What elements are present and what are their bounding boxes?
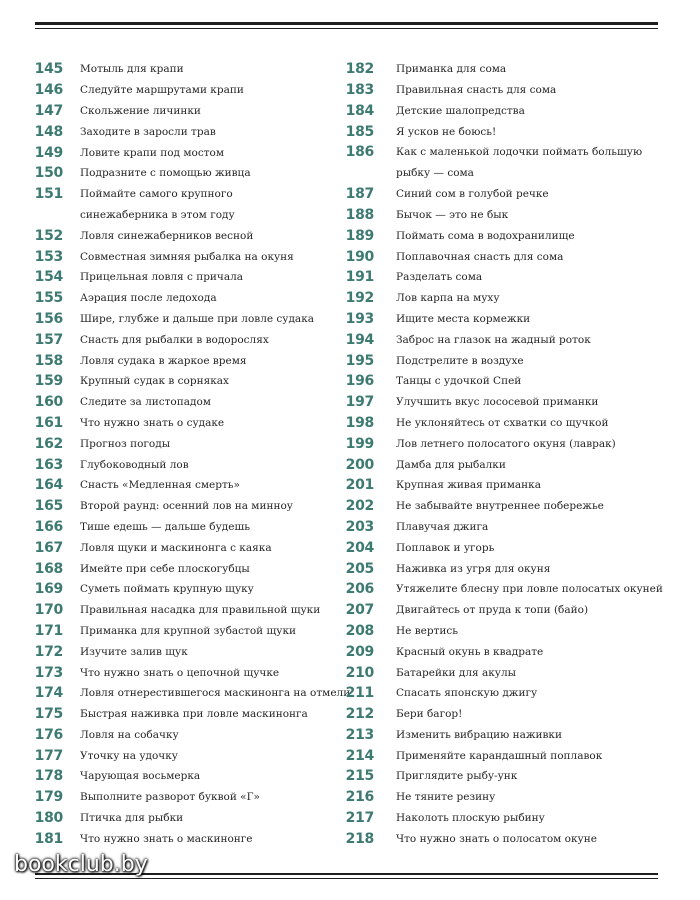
toc-entry[interactable] (27, 392, 327, 413)
toc-entry[interactable] (27, 600, 327, 621)
entry-number: 179 (34, 789, 63, 806)
entry-number: 205 (345, 560, 374, 577)
toc-entry[interactable] (27, 725, 327, 746)
toc-entry[interactable] (338, 787, 658, 808)
entry-title: Изучите залив щук (80, 645, 188, 658)
entry-number: 216 (345, 789, 374, 806)
toc-entry[interactable] (338, 225, 658, 246)
entry-title: Не вертись (396, 624, 458, 637)
entry-number: 218 (345, 830, 374, 847)
entry-title: Ловля отнерестившегося маскинонга на отмели (80, 687, 351, 700)
toc-entry[interactable] (338, 433, 658, 454)
entry-title: Изменить вибрацию наживки (396, 728, 562, 741)
entry-title: Поплавочная снасть для сома (396, 250, 564, 263)
entry-number: 147 (34, 102, 63, 119)
bottom-rule-thin (35, 878, 658, 879)
entry-number: 148 (34, 123, 63, 140)
entry-title: Подстрелите в воздухе (396, 354, 524, 367)
entry-number: 171 (34, 622, 63, 639)
entry-number: 202 (345, 498, 374, 515)
toc-entry[interactable] (27, 641, 327, 662)
entry-number: 159 (34, 373, 63, 390)
toc-entry[interactable] (338, 413, 658, 434)
toc-entry[interactable] (338, 641, 658, 662)
toc-entry[interactable] (338, 725, 658, 746)
entry-title: Второй раунд: осенний лов на минноу (80, 500, 293, 513)
entry-title: Утяжелите блесну при ловле полосатых окуней (396, 583, 663, 596)
top-rule-thin (35, 28, 658, 29)
entry-number: 153 (34, 248, 63, 265)
entry-title: Не тяните резину (396, 791, 496, 804)
watermark: bookclub.by (14, 852, 148, 877)
entry-title: Что нужно знать о цепочной щучке (80, 666, 280, 679)
entry-title: Применяйте карандашный поплавок (396, 749, 603, 762)
toc-entry[interactable] (338, 101, 658, 122)
entry-title: Заходите в заросли трав (80, 125, 216, 138)
entry-title: Плавучая джига (396, 520, 489, 533)
toc-entry[interactable] (27, 267, 327, 288)
toc-entry[interactable] (338, 683, 658, 704)
toc-entry[interactable] (338, 517, 658, 538)
entry-number: 199 (345, 435, 374, 452)
entry-title: Не забывайте внутреннее побережье (396, 500, 604, 513)
entry-title: Подразните с помощью живца (80, 167, 251, 180)
toc-left-column (27, 59, 351, 849)
entry-title: Аэрация после ледохода (80, 292, 217, 305)
entry-number: 181 (34, 830, 63, 847)
toc-entry[interactable] (27, 454, 327, 475)
entry-number: 203 (345, 518, 374, 535)
entry-title: Следите за листопадом (80, 396, 211, 409)
entry-title: Красный окунь в квадрате (396, 645, 544, 658)
entry-title: Поймайте самого крупного синежаберника в этом году (80, 187, 235, 221)
toc-entry[interactable] (27, 225, 327, 246)
entry-number: 204 (345, 539, 374, 556)
entry-title: Имейте при себе плоскогубцы (80, 562, 250, 575)
entry-number: 182 (345, 61, 374, 78)
toc-entry[interactable] (338, 808, 658, 829)
toc-entry[interactable] (338, 662, 658, 683)
entry-number: 156 (34, 310, 63, 327)
entry-title: Бычок — это не бык (396, 208, 509, 221)
entry-number: 180 (34, 810, 63, 827)
entry-number: 177 (34, 747, 63, 764)
toc-entry[interactable] (338, 704, 658, 725)
entry-number: 215 (345, 768, 374, 785)
entry-title: Приглядите рыбу-унк (396, 770, 518, 783)
toc-entry[interactable] (27, 350, 327, 371)
entry-number: 211 (345, 685, 374, 702)
toc-entry[interactable] (27, 475, 327, 496)
toc-entry[interactable] (338, 621, 658, 642)
toc-entry[interactable] (338, 288, 658, 309)
entry-title: Правильная снасть для сома (396, 84, 557, 97)
toc-entry[interactable] (338, 371, 658, 392)
entry-number: 154 (34, 269, 63, 286)
entry-title: Танцы с удочкой Спей (396, 375, 522, 388)
toc-entry[interactable] (338, 350, 658, 371)
toc-entry[interactable] (338, 309, 658, 330)
toc-entry[interactable] (338, 80, 658, 101)
entry-number: 173 (34, 664, 63, 681)
toc-entry[interactable] (27, 163, 327, 184)
toc-entry[interactable] (27, 59, 327, 80)
toc-entry[interactable] (338, 142, 658, 184)
toc-entry[interactable] (338, 121, 658, 142)
entry-number: 169 (34, 581, 63, 598)
toc-entry[interactable] (27, 80, 327, 101)
entry-title: Снасть для рыбалки в водорослях (80, 333, 269, 346)
toc-entry[interactable] (27, 662, 327, 683)
entry-number: 196 (345, 373, 374, 390)
entry-number: 145 (34, 61, 63, 78)
entry-title: Поплавок и угорь (396, 541, 495, 554)
entry-title: Ищите места кормежки (396, 312, 531, 325)
entry-number: 208 (345, 622, 374, 639)
entry-number: 152 (34, 227, 63, 244)
toc-entry[interactable] (27, 101, 327, 122)
entry-title: Правильная насадка для правильной щуки (80, 604, 321, 617)
toc-entry[interactable] (27, 558, 327, 579)
entry-title: Прогноз погоды (80, 437, 171, 450)
toc-entry[interactable] (27, 517, 327, 538)
entry-number: 168 (34, 560, 63, 577)
entry-title: Поймать сома в водохранилище (396, 229, 575, 242)
entry-number: 164 (34, 477, 63, 494)
toc-entry[interactable] (27, 329, 327, 350)
toc-entry[interactable] (338, 475, 658, 496)
entry-title: Приманка для крупной зубастой щуки (80, 624, 297, 637)
entry-number: 184 (345, 102, 374, 119)
entry-number: 186 (345, 144, 374, 161)
entry-title: Крупный судак в сорняках (80, 375, 229, 388)
entry-number: 187 (345, 186, 374, 203)
entry-title: Ловля синежаберников весной (80, 229, 254, 242)
entry-number: 166 (34, 518, 63, 535)
entry-number: 206 (345, 581, 374, 598)
entry-number: 183 (345, 82, 374, 99)
entry-title: Птичка для рыбки (80, 812, 184, 825)
toc-entry[interactable] (338, 454, 658, 475)
entry-number: 170 (34, 602, 63, 619)
entry-title: Что нужно знать о полосатом окуне (396, 832, 597, 845)
toc-entry[interactable] (27, 413, 327, 434)
toc-entry[interactable] (338, 600, 658, 621)
toc-entry[interactable] (27, 828, 327, 849)
toc-entry[interactable] (27, 309, 327, 330)
toc-entry[interactable] (338, 184, 658, 205)
entry-number: 151 (34, 185, 63, 202)
entry-number: 176 (34, 726, 63, 743)
entry-number: 207 (345, 602, 374, 619)
entry-title: Как с маленькой лодочки поймать большую рыбку — сома (396, 146, 643, 179)
toc-entry[interactable] (338, 496, 658, 517)
toc-entry[interactable] (338, 329, 658, 350)
entry-title: Батарейки для акулы (396, 666, 517, 679)
entry-title: Спасать японскую джигу (396, 687, 538, 700)
entry-title: Лов карпа на муху (396, 292, 500, 305)
entry-number: 200 (345, 456, 374, 473)
entry-title: Ловля судака в жаркое время (80, 354, 247, 367)
entry-number: 210 (345, 664, 374, 681)
entry-number: 189 (345, 227, 374, 244)
entry-number: 150 (34, 165, 63, 182)
entry-number: 194 (345, 331, 374, 348)
entry-title: Ловля на собачку (80, 728, 179, 741)
entry-title: Совместная зимняя рыбалка на окуня (80, 250, 294, 263)
entry-number: 178 (34, 768, 63, 785)
entry-title: Что нужно знать о судаке (80, 416, 225, 429)
entry-number: 191 (345, 269, 374, 286)
entry-title: Бери багор! (396, 708, 463, 721)
entry-number: 165 (34, 498, 63, 515)
entry-number: 162 (34, 435, 63, 452)
toc-entry[interactable] (27, 246, 327, 267)
entry-title: Тише едешь — дальше будешь (80, 520, 250, 533)
toc-entry[interactable] (27, 496, 327, 517)
entry-title: Улучшить вкус лососевой приманки (396, 396, 599, 409)
entry-number: 146 (34, 82, 63, 99)
entry-title: Снасть «Медленная смерть» (80, 479, 240, 492)
entry-number: 201 (345, 477, 374, 494)
entry-number: 174 (34, 685, 63, 702)
toc-entry[interactable] (338, 246, 658, 267)
toc-entry[interactable] (338, 205, 658, 226)
entry-title: Чарующая восьмерка (80, 770, 201, 783)
entry-number: 193 (345, 310, 374, 327)
entry-number: 163 (34, 456, 63, 473)
toc-entry[interactable] (338, 579, 663, 600)
toc-entry[interactable] (27, 537, 327, 558)
entry-title: Мотыль для крапи (80, 63, 184, 76)
entry-title: Не уклоняйтесь от схватки со щучкой (396, 416, 609, 429)
entry-title: Детские шалопредства (396, 104, 525, 117)
entry-number: 190 (345, 248, 374, 265)
entry-title: Быстрая наживка при ловле маскинонга (80, 708, 308, 721)
toc-entry[interactable] (338, 392, 658, 413)
entry-number: 213 (345, 726, 374, 743)
toc-entry[interactable] (27, 579, 327, 600)
toc-entry[interactable] (338, 59, 658, 80)
entry-title: Крупная живая приманка (396, 479, 542, 492)
entry-title: Синий сом в голубой речке (396, 188, 549, 201)
entry-title: Суметь поймать крупную щуку (80, 583, 254, 596)
toc-entry[interactable] (27, 184, 327, 226)
toc-entry[interactable] (27, 121, 327, 142)
toc-entry[interactable] (27, 808, 327, 829)
entry-title: Лов летнего полосатого окуня (лаврак) (396, 437, 616, 450)
toc-entry[interactable] (27, 683, 351, 704)
toc-entry[interactable] (27, 745, 327, 766)
entry-number: 172 (34, 643, 63, 660)
entry-title: Заброс на глазок на жадный роток (396, 333, 591, 346)
entry-number: 160 (34, 394, 63, 411)
toc-entry[interactable] (27, 142, 327, 163)
toc-entry[interactable] (27, 787, 327, 808)
entry-number: 188 (345, 206, 374, 223)
entry-number: 217 (345, 810, 374, 827)
toc-entry[interactable] (27, 371, 327, 392)
entry-number: 198 (345, 414, 374, 431)
entry-title: Шире, глубже и дальше при ловле судака (80, 312, 315, 325)
entry-title: Наколоть плоскую рыбину (396, 812, 545, 825)
entry-number: 157 (34, 331, 63, 348)
entry-title: Ловите крапи под мостом (80, 146, 225, 159)
entry-title: Выполните разворот буквой «Г» (80, 791, 260, 804)
toc-entry[interactable] (338, 537, 658, 558)
toc-entry[interactable] (27, 433, 327, 454)
entry-title: Ловля щуки и маскинонга с каяка (80, 541, 272, 554)
entry-title: Наживка из угря для окуня (396, 562, 551, 575)
toc-entry[interactable] (27, 766, 327, 787)
toc-entry[interactable] (338, 828, 658, 849)
entry-title: Что нужно знать о маскинонге (80, 832, 253, 845)
entry-number: 185 (345, 123, 374, 140)
entry-number: 209 (345, 643, 374, 660)
entry-number: 167 (34, 539, 63, 556)
entry-number: 212 (345, 706, 374, 723)
toc-entry[interactable] (338, 558, 658, 579)
entry-title: Глубоководный лов (80, 458, 189, 471)
entry-number: 158 (34, 352, 63, 369)
entry-number: 155 (34, 290, 63, 307)
entry-number: 195 (345, 352, 374, 369)
entry-number: 192 (345, 290, 374, 307)
entry-number: 197 (345, 394, 374, 411)
toc-entry[interactable] (338, 766, 658, 787)
entry-title: Следуйте маршрутами крапи (80, 84, 244, 97)
entry-title: Я усков не боюсь! (396, 125, 497, 138)
entry-title: Приманка для сома (396, 63, 507, 76)
entry-number: 175 (34, 706, 63, 723)
entry-title: Скольжение личинки (80, 104, 201, 117)
entry-number: 161 (34, 414, 63, 431)
entry-number: 149 (34, 144, 63, 161)
toc-entry[interactable] (27, 704, 327, 725)
toc-entry[interactable] (338, 267, 658, 288)
toc-entry[interactable] (27, 288, 327, 309)
entry-title: Прицельная ловля с причала (80, 271, 244, 284)
toc-entry[interactable] (27, 621, 327, 642)
toc-entry[interactable] (338, 745, 658, 766)
top-rule-thick (35, 22, 658, 25)
entry-title: Дамба для рыбалки (396, 458, 506, 471)
entry-title: Уточку на удочку (80, 749, 178, 762)
entry-title: Разделать сома (396, 271, 483, 284)
toc-right-column (338, 59, 663, 849)
entry-number: 214 (345, 747, 374, 764)
entry-title: Двигайтесь от пруда к топи (байо) (396, 604, 589, 617)
